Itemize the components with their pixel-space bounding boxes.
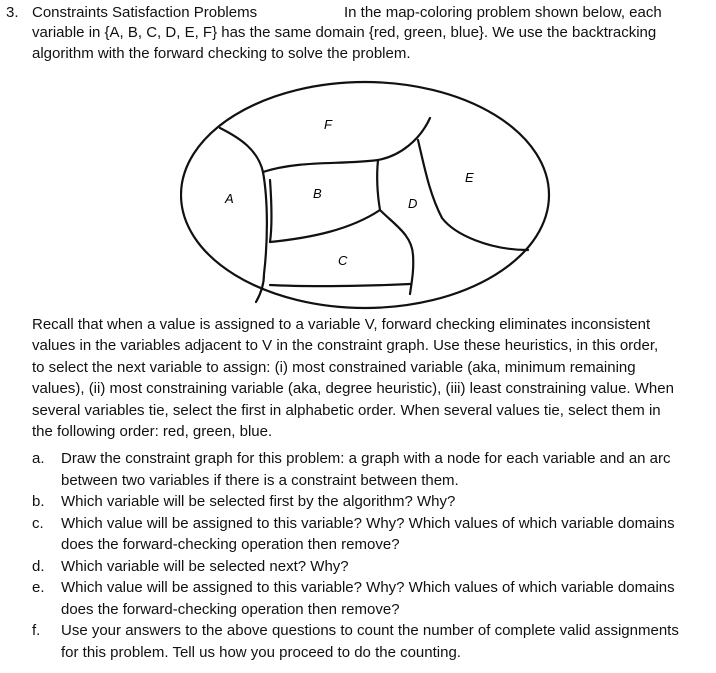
recall-line: several variables tie, select the first in alphabetic order. When several values tie, select them in [32,401,661,419]
item-label: f. [32,622,41,639]
recall-line: Recall that when a value is assigned to a variable V, forward checking eliminates inconsistent [32,316,651,333]
list-item [32,448,714,491]
question-number: 3. [6,4,19,21]
boundary-c-d [380,210,413,294]
question-header [6,3,662,23]
question-intro [32,23,712,64]
region-label-c: C [338,253,348,268]
item-line: Which variable will be selected first by the algorithm? Why? [61,493,456,510]
region-label-b: B [313,186,322,201]
item-label: b. [32,493,45,510]
item-line: Draw the constraint graph for this problem: a graph with a node for each variable and an arc [61,450,671,467]
item-line: Which value will be assigned to this variable? Why? Which values of which variable domains [61,579,675,596]
boundary-c-bottom [270,284,410,286]
recall-line: values in the variables adjacent to V in the constraint graph. Use these heuristics, in this order, [32,337,659,355]
item-label: c. [32,514,44,532]
item-line: Use your answers to the above questions to count the number of complete valid assignments [61,622,679,639]
intro-line: variable in {A, B, C, D, E, F} has the same domain {red, green, blue}. We use the backtracking [32,24,657,41]
intro-line: algorithm with the forward checking to solve the problem. [32,44,411,62]
boundary-a-f [220,128,263,172]
list-item [32,577,714,620]
question-title: Constraints Satisfaction Problems [32,4,258,21]
recall-line: values), (ii) most constraining variable (aka, degree heuristic), (iii) least constraining value. When [32,380,674,398]
item-line: Which variable will be selected next? Why? [61,557,349,575]
recall-line: the following order: red, green, blue. [32,423,273,441]
item-label: d. [32,557,45,575]
item-line: does the forward-checking operation then remove? [61,536,400,553]
map-outer-boundary [181,82,549,308]
list-item [32,620,714,663]
boundary-b-bottom [270,210,380,242]
boundary-a-right [256,172,267,302]
question-items [32,448,714,663]
map-diagram [180,80,552,310]
boundary-b-d [377,160,380,210]
recall-line: to select the next variable to assign: (i) most constrained variable (aka, minimum remaining [32,358,636,376]
list-item [32,556,714,578]
map-figure [180,80,552,310]
item-line: Which value will be assigned to this variable? Why? Which values of which variable domains [61,514,675,532]
list-item [32,491,714,513]
item-line: for this problem. Tell us how you proceed to do the counting. [61,643,461,661]
boundary-b-left [270,180,272,242]
region-label-f: F [324,117,332,132]
recall-paragraph [32,314,712,442]
item-label: e. [32,579,45,596]
region-label-d: D [408,196,418,211]
question-intro-first: In the map-coloring problem shown below, each [344,4,662,21]
item-line: between two variables if there is a constraint between them. [61,471,459,489]
region-label-e: E [465,170,474,185]
boundary-d-e [418,140,528,250]
boundary-f-bottom [263,118,430,172]
item-line: does the forward-checking operation then remove? [61,600,400,618]
list-item [32,513,714,556]
region-label-a: A [225,191,234,206]
item-label: a. [32,450,45,467]
